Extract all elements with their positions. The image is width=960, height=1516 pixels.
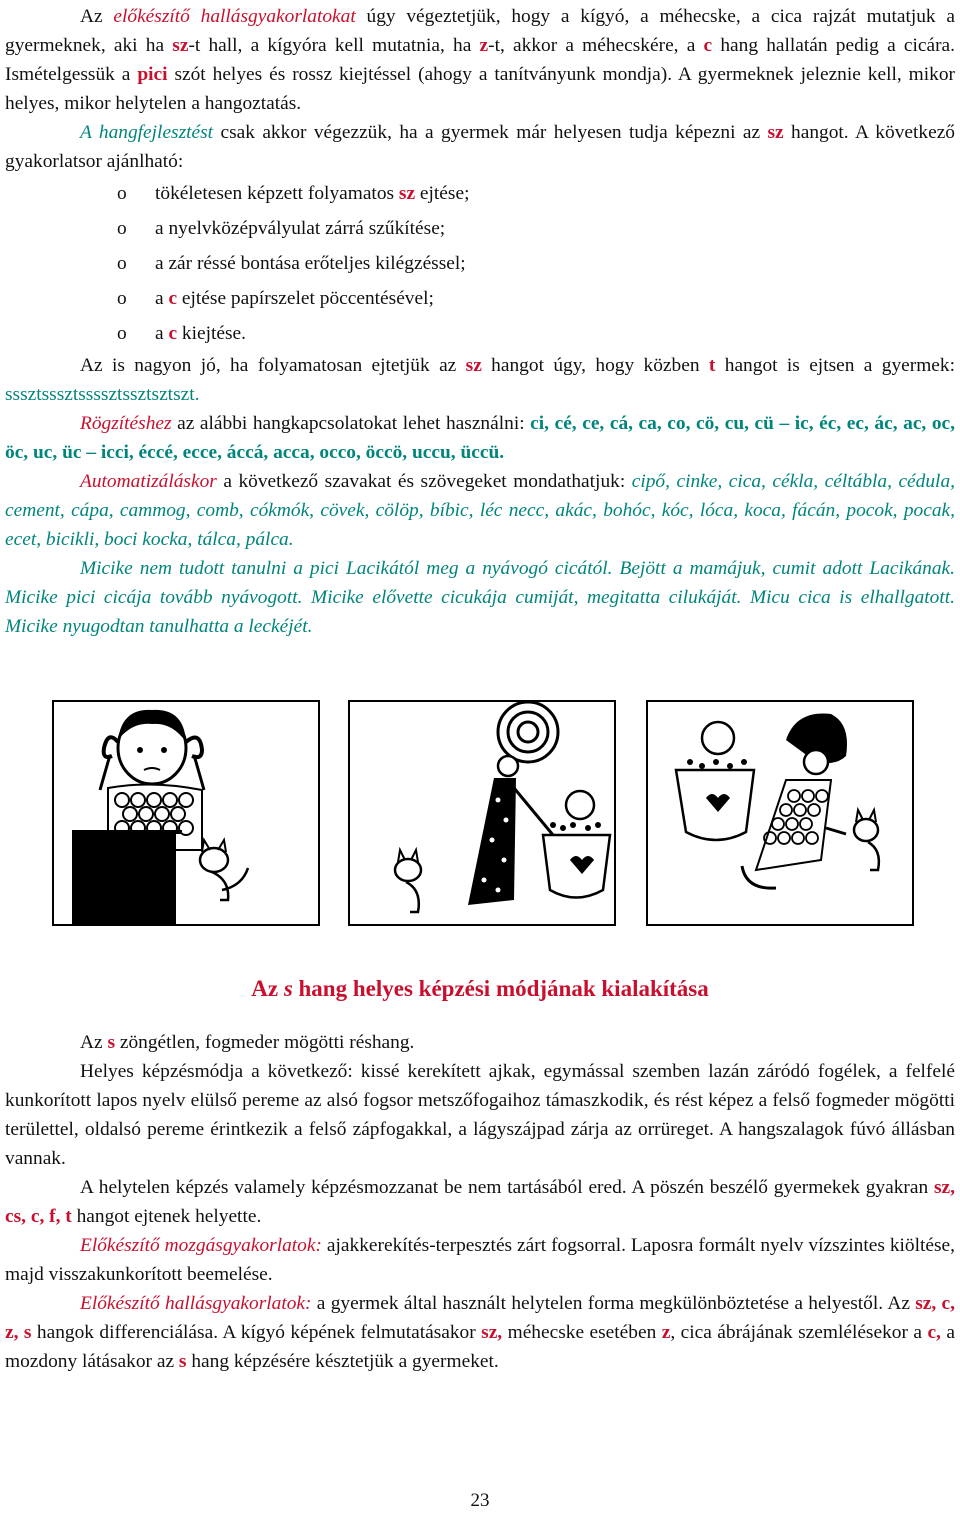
illustration-panel-girl-studying bbox=[52, 700, 320, 926]
text: -t, akkor a méhecskére, a bbox=[488, 35, 704, 56]
text: csak akkor végezzük, ha a gyermek már helyesen tudja képezni az bbox=[213, 122, 768, 143]
bullet-icon: o bbox=[117, 218, 127, 239]
text: Az bbox=[80, 6, 114, 27]
paragraph-sound-development bbox=[5, 118, 955, 176]
paragraph-articulation: Helyes képzésmódja a következő: kissé kerekített ajkak, egymással szemben lazán záródó fogélek, a felfelé kunkorított lapos nyelv elülső pereme az alsó fogsor metszőfogaihoz támaszkodik, és rést képez a felső fogmeder mögötti területtel, oldalsó pereme érintkezik a felső zápfogakkal, a lágyszájpad zárja az orrüreget. A hangszalagok fúvó állásban vannak. bbox=[5, 1061, 955, 1169]
sound-highlight: sz bbox=[172, 35, 189, 56]
text-block-bottom bbox=[5, 1028, 955, 1376]
illustration-strip bbox=[0, 700, 960, 930]
practice-string: sssztsssztssssztssztsztszt. bbox=[5, 384, 200, 405]
list-item: o a c ejtése papírszelet pöccentésével; bbox=[5, 281, 955, 316]
paragraph-automation: Automatizáláskor a következő szavakat és szövegeket mondathatjuk: cipő, cinke, cica, cékla, céltábla, cédula, cement, cápa, cammog, comb, cókmók, cövek, cölöp, bíbic, léc necc, akác, bohóc, kóc, lóca, koca, fácán, pocok, pocak, ecet, bicikli, boci kocka, tálca, pálca. bbox=[5, 471, 955, 550]
paragraph-motor-exercises: Előkészítő mozgásgyakorlatok: ajakkerekítés-terpesztés zárt fogsorral. Laposra formált nyelv vízszintes kiöltése, majd visszakunkorított beemelése. bbox=[5, 1235, 955, 1285]
bullet-icon: o bbox=[117, 288, 127, 309]
paragraph-hearing-exercises-s: Előkészítő hallásgyakorlatok: a gyermek által használt helytelen forma megkülönböztetése a helyestől. Az sz, c, z, s hangok differenciálása. A kígyó képének felmutatásakor sz, méhecske esetében z, cica ábrájának szemlélésekor a c, a mozdony látásakor az s hang képzésére késztetjük a gyermeket. bbox=[5, 1293, 956, 1372]
paragraph-sz-t-practice: Az is nagyon jó, ha folyamatosan ejtetjük az sz hangot úgy, hogy közben t hangot is ejtsen a gyermek: sssztsssztssssztssztsztszt. bbox=[5, 355, 956, 405]
list-item: o tökéletesen képzett folyamatos sz ejtése; bbox=[5, 176, 955, 211]
text: szót helyes és rossz kiejtéssel (ahogy a tanítványunk mondja). A gyermeknek jeleznie kell, mikor helyes, mikor helytelen a hangoztatás. bbox=[5, 64, 955, 114]
paragraph-s-definition: Az s zöngétlen, fogmeder mögötti réshang. bbox=[80, 1032, 415, 1053]
text: úgy végeztetjük, hogy a kígyó, a méhecske, a cica rajzát mutatjuk a gyermeknek, aki ha bbox=[5, 6, 955, 56]
bullet-icon: o bbox=[117, 183, 127, 204]
sound-highlight: z bbox=[479, 35, 489, 56]
bullet-icon: o bbox=[117, 323, 127, 344]
list-item: o a nyelvközépvályulat zárrá szűkítése; bbox=[5, 211, 955, 246]
illustration-panel-girl-feeding-cat bbox=[646, 700, 914, 926]
section-heading: Az s hang helyes képzési módjának kialakítása bbox=[251, 976, 709, 1001]
exercise-list bbox=[5, 176, 955, 351]
list-item: o a c kiejtése. bbox=[5, 316, 955, 351]
syllable-list: ci, cé, ce, cá, ca, co, cö, cu, cü – ic, éc, ec, ác, ac, oc, öc, uc, üc – icci, éccé, ecce, áccá, acca, occo, öccö, uccu, üccü. bbox=[5, 413, 955, 463]
text: -t hall, a kígyóra kell mutatnia, ha bbox=[188, 35, 480, 56]
term-highlight: A hangfejlesztést bbox=[80, 122, 214, 143]
text: hang hallatán pedig a cicára. Ismételgessük a bbox=[5, 35, 956, 85]
sound-highlight: sz bbox=[767, 122, 784, 143]
paragraph-incorrect-articulation: A helytelen képzés valamely képzésmozzanat be nem tartásából ered. A pöszén beszélő gyermekek gyakran sz, cs, c, f, t hangot ejtenek helyette. bbox=[5, 1177, 955, 1227]
paragraph-fixation: Rögzítéshez az alábbi hangkapcsolatokat lehet használni: ci, cé, ce, cá, ca, co, cö, cu, cü – ic, éc, ec, ác, ac, oc, öc, uc, üc – icci, éccé, ecce, áccá, acca, occo, öccö, uccu, üccü. bbox=[5, 413, 955, 463]
story-paragraph: Micike nem tudott tanulni a pici Lacikától meg a nyávogó cicától. Bejött a mamájuk, cumit adott Lacikának. Micike pici cicája tovább nyávogott. Micike elővette cicukája cumiját, megitatta cilukáját. Micu cica is elhallgatott. Micike nyugodtan tanulhatta a leckéjét. bbox=[5, 558, 955, 637]
term-highlight: Előkészítő mozgásgyakorlatok: bbox=[80, 1235, 322, 1256]
term-highlight: Előkészítő hallásgyakorlatok: bbox=[80, 1293, 312, 1314]
text: hangot. A következő gyakorlatsor ajánlható: bbox=[5, 122, 955, 172]
list-item: o a zár réssé bontása erőteljes kilégzéssel; bbox=[5, 246, 955, 281]
page-number: 23 bbox=[470, 1490, 490, 1511]
word-highlight: pici bbox=[137, 64, 168, 85]
illustration-panel-mother-baby bbox=[348, 700, 616, 926]
term-highlight: Rögzítéshez bbox=[80, 413, 172, 434]
term-highlight: előkészítő hallásgyakorlatokat bbox=[113, 6, 356, 27]
text-block-top bbox=[5, 2, 955, 641]
sound-highlight: c bbox=[703, 35, 713, 56]
bullet-icon: o bbox=[117, 253, 127, 274]
term-highlight: Automatizáláskor bbox=[80, 471, 217, 492]
paragraph-hearing-exercises bbox=[5, 2, 955, 118]
word-list: cipő, cinke, cica, cékla, céltábla, cédula, cement, cápa, cammog, comb, cókmók, cövek, cölöp, bíbic, léc necc, akác, bohóc, kóc, lóca, koca, fácán, pocok, pocak, ecet, bicikli, boci kocka, tálca, pálca. bbox=[5, 471, 955, 550]
